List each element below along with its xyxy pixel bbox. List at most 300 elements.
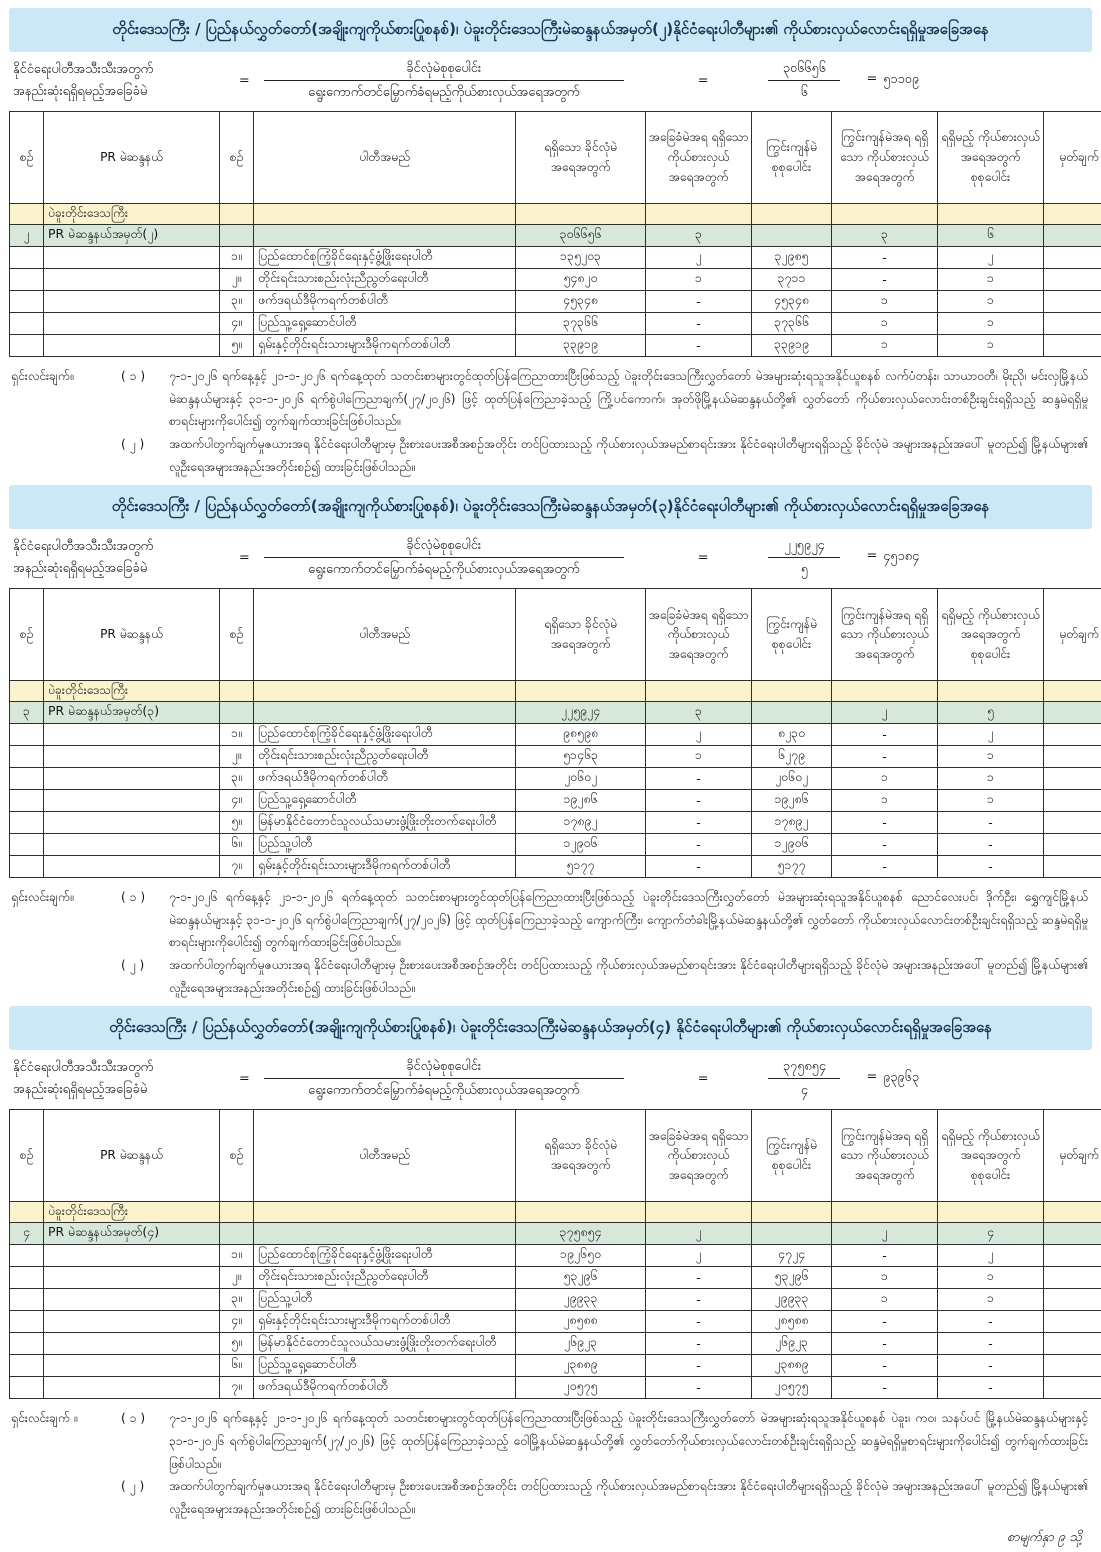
cell: ၃၇၃၆၆ [516,313,646,335]
column-header: PR မဲဆန္ဒနယ် [44,112,220,204]
cell [938,1202,1044,1223]
cell [10,1245,44,1267]
cell [10,1289,44,1311]
cell [832,681,938,702]
column-header: အခြေခံမဲအရ ရရှိသော ကိုယ်စားလှယ် အရေအတွက် [646,112,752,204]
party-row [10,768,1101,790]
explanatory-notes [11,886,1090,999]
report-section [9,8,1092,478]
cell: ၂၀၆၀၂ [516,768,646,790]
cell: ၅၃၂၉၆ [516,1267,646,1289]
column-header: ပါတီအမည် [254,112,516,204]
cell: - [938,834,1044,856]
cell [1044,724,1101,746]
cell: ၄၅၃၄၈ [752,291,832,313]
cell [44,724,220,746]
party-row [10,834,1101,856]
cell: ပြည်ထောင်စုကြံ့ခိုင်ရေးနှင့်ဖွံ့ဖြိုးရေးပါတီ [254,1245,516,1267]
party-rows [10,724,1101,878]
section-title: တိုင်းဒေသကြီး / ပြည်နယ်လွှတ်တော်(အချိုးကျကိုယ်စားပြုစနစ်)၊ ပဲခူးတိုင်းဒေသကြီးမဲဆန္ဒနယ်အမှတ်(၃)နိုင်ငံရေးပါတီများ၏ ကိုယ်စားလှယ်လောင်းရရှိမှုအခြေအနေ [9,485,1092,529]
formula-label-line2: အနည်းဆုံးရရှိရမည့်အခြေခံမဲ [13,1079,225,1101]
note-text: အထက်ပါတွက်ချက်မှုဇယားအရ နိုင်ငံရေးပါတီများမှ ဦးစားပေးအစီအစဉ်အတိုင်း တင်ပြထားသည့် ကိုယ်စားလှယ်အမည်စာရင်းအား နိုင်ငံရေးပါတီများရရှိသည့် ခိုင်လုံမဲ အများအနည်းအပေါ် မူတည်၍ မြို့နယ်များ၏ လူဦးရေအများအနည်းအတိုင်းစဉ်၍ ထားခြင်းဖြစ်ပါသည်။ [169,954,1090,999]
table-header-row [10,589,1101,681]
summary-valid-votes: ၃၇၅၈၅၄ [516,1223,646,1245]
cell [220,225,254,247]
note-item [121,1407,1090,1475]
cell: ၇။ [220,1377,254,1399]
cell [10,1355,44,1377]
party-row [10,1267,1101,1289]
party-rows [10,1245,1101,1399]
summary-no: ၄ [10,1223,44,1245]
pr-results-table [9,1109,1101,1399]
cell: ပြည်သူ့ရှေ့ဆောင်ပါတီ [254,1355,516,1377]
cell [254,1223,516,1245]
cell [220,1202,254,1223]
column-header: ရရှိမည့် ကိုယ်စားလှယ် အရေအတွက် စုစုပေါင်း [938,1110,1044,1202]
sections-container [9,8,1092,1520]
cell [44,335,220,357]
cell: - [646,335,752,357]
cell: တိုင်းရင်းသားစည်းလုံးညီညွတ်ရေးပါတီ [254,269,516,291]
cell: ၃၇၁၁ [752,269,832,291]
cell: ၃။ [220,768,254,790]
cell: ၄၅၃၄၈ [516,291,646,313]
cell [1044,247,1101,269]
cell [646,681,752,702]
cell [44,1355,220,1377]
column-header: ရရှိသော ခိုင်လုံမဲအရေအတွက် [516,112,646,204]
cell: - [646,768,752,790]
cell [752,1202,832,1223]
equals-sign: = [866,71,877,90]
formula-fraction [264,59,624,102]
report-section [9,485,1092,999]
cell: ၈၂၃၀ [752,724,832,746]
cell: ရှမ်းနှင့်တိုင်းရင်းသားများဒီမိုကရက်တစ်ပါတီ [254,1311,516,1333]
cell: - [832,269,938,291]
cell: ၃၇၃၆၆ [752,313,832,335]
formula-numerator-label: ခိုင်လုံမဲစုစုပေါင်း [264,1057,624,1078]
cell [1044,681,1101,702]
total-valid-votes: ၂၂၅၉၂၄ [768,536,840,557]
cell: - [646,856,752,878]
region-label: ပဲခူးတိုင်းဒေသကြီး [44,1202,220,1223]
cell [516,681,646,702]
cell: ၁ [832,313,938,335]
cell: ၁ [646,746,752,768]
cell: ၃၃၉၁၉ [752,335,832,357]
report-section [9,1006,1092,1520]
summary-valid-votes: ၃၀၆၆၅၆ [516,225,646,247]
cell [44,247,220,269]
page-footer: စာမျက်နှာ ၉ သို့ [9,1527,1092,1548]
cell [44,812,220,834]
summary-constituency: PR မဲဆန္ဒနယ်အမှတ်(၄) [44,1223,220,1245]
note-text: အထက်ပါတွက်ချက်မှုဇယားအရ နိုင်ငံရေးပါတီများမှ ဦးစားပေးအစီအစဉ်အတိုင်း တင်ပြထားသည့် ကိုယ်စားလှယ်အမည်စာရင်းအား နိုင်ငံရေးပါတီများရရှိသည့် ခိုင်လုံမဲ အများအနည်းအပေါ် မူတည်၍ မြို့နယ်များ၏ လူဦးရေအများအနည်းအတိုင်းစဉ်၍ ထားခြင်းဖြစ်ပါသည်။ [169,433,1090,478]
party-row [10,1289,1101,1311]
formula-label-line1: နိုင်ငံရေးပါတီအသီးသီးအတွက် [13,536,225,558]
quota-formula [11,536,1090,580]
cell: ပြည်သူ့ပါတီ [254,1289,516,1311]
note-text: ၇-၁-၂၀၂၆ ရက်နေ့နှင့် ၂၁-၁-၂၀၂၆ ရက်နေ့ထုတ် သတင်းစာများတွင်ထုတ်ပြန်ကြေညာထားပြီးဖြစ်သည့် ပဲခူးတိုင်းဒေသကြီးလွှတ်တော် မဲအများဆုံးရသူအနိုင်ယူစနစ် ပဲခူး၊ ကဝ၊ သနပ်ပင် မြို့နယ်မဲဆန္ဒနယ်များနှင့် ၃၁-၁-၂၀၂၆ ရက်စွဲပါကြေညာချက်(၂၇/၂၀၂၆) ဖြင့် ထုတ်ပြန်ကြေညာခဲ့သည့် ဝေါမြို့နယ်မဲဆန္ဒနယ်တို့၏ လွှတ်တော်ကိုယ်စားလှယ်လောင်းတစ်ဦးချင်းရရှိသည့် ဆန္ဒမဲရရှိမှုစာရင်းများကိုပေါင်း၍ တွက်ချက်ထားခြင်းဖြစ်ပါသည်။ [169,1407,1090,1475]
column-header: ရရှိမည့် ကိုယ်စားလှယ် အရေအတွက် စုစုပေါင်း [938,112,1044,204]
cell: ၅၄၈၂၀ [516,269,646,291]
cell: ၁၂၉၀၆ [752,834,832,856]
cell [1044,313,1101,335]
cell: ၁။ [220,247,254,269]
summary-remaining-reps: ၃ [832,225,938,247]
cell: ၅။ [220,812,254,834]
summary-remaining-reps: ၂ [832,1223,938,1245]
cell: ၃။ [220,1289,254,1311]
cell: ဖက်ဒရယ်ဒီမိုကရက်တစ်ပါတီ [254,291,516,313]
cell: ၂၀၅၇၅ [752,1377,832,1399]
column-header: ပါတီအမည် [254,1110,516,1202]
cell: ၁ [938,1289,1044,1311]
cell [1044,812,1101,834]
cell: ၂။ [220,269,254,291]
formula-fraction [264,1057,624,1100]
note-number: ( ၁ ) [121,886,169,954]
party-row [10,313,1101,335]
cell: ၁၉၂၈၆ [516,790,646,812]
cell [10,746,44,768]
party-row [10,1377,1101,1399]
summary-remaining-reps: ၂ [832,702,938,724]
note-text: ၇-၁-၂၀၂၆ ရက်နေ့နှင့် ၂၁-၁-၂၀၂၆ ရက်နေ့ထုတ် သတင်းစာများတွင်ထုတ်ပြန်ကြေညာထားပြီးဖြစ်သည့် ပဲခူးတိုင်းဒေသကြီးလွှတ်တော် မဲအများဆုံးရသူအနိုင်ယူစနစ် ညောင်လေးပင်၊ ဒိုက်ဦး၊ ရွှေကျင်မြို့နယ်မဲဆန္ဒနယ်များနှင့် ၃၁-၁-၂၀၂၆ ရက်စွဲပါကြေညာချက်(၂၇/၂၀၂၆) ဖြင့် ထုတ်ပြန်ကြေညာခဲ့သည့် ကျောက်ကြီး၊ ကျောက်တံခါးမြို့နယ်မဲဆန္ဒနယ်တို့၏ လွှတ်တော် ကိုယ်စားလှယ်လောင်းတစ်ဦးချင်းရရှိသည့် ဆန္ဒမဲရရှိမှုစာရင်းများကိုပေါင်း၍ တွက်ချက်ထားခြင်းဖြစ်ပါသည်။ [169,886,1090,954]
cell: ၄။ [220,790,254,812]
cell [44,1245,220,1267]
cell: - [646,1267,752,1289]
cell [10,812,44,834]
cell [44,1267,220,1289]
note-item [121,433,1090,478]
cell: - [938,1333,1044,1355]
equals-sign: = [225,550,264,565]
cell [1044,291,1101,313]
party-row [10,856,1101,878]
cell: - [646,1289,752,1311]
cell [1044,1355,1101,1377]
cell: ၂။ [220,1267,254,1289]
equals-sign: = [225,1071,264,1086]
cell: ရှမ်းနှင့်တိုင်းရင်းသားများဒီမိုကရက်တစ်ပါတီ [254,856,516,878]
cell: - [832,834,938,856]
cell: - [646,1311,752,1333]
cell [44,1333,220,1355]
party-row [10,1355,1101,1377]
column-header: ကြွင်းကျန်မဲအရ ရရှိသော ကိုယ်စားလှယ် အရေအတွက် [832,112,938,204]
cell: - [832,247,938,269]
cell: ၁ [938,269,1044,291]
cell: ၁၇၈၉၂ [516,812,646,834]
cell: ၂ [646,1245,752,1267]
cell: - [832,1245,938,1267]
note-number: ( ၂ ) [121,954,169,999]
cell: ၁ [832,790,938,812]
cell: တိုင်းရင်းသားစည်းလုံးညီညွတ်ရေးပါတီ [254,1267,516,1289]
equals-sign: = [684,73,723,88]
summary-remark [1044,1223,1101,1245]
cell [516,204,646,225]
cell: - [832,746,938,768]
column-header: ရရှိသော ခိုင်လုံမဲအရေအတွက် [516,1110,646,1202]
cell: ၁ [832,1289,938,1311]
pr-results-table [9,111,1101,357]
cell: - [938,1355,1044,1377]
cell: ၁ [832,1267,938,1289]
cell: ၅။ [220,1333,254,1355]
cell [1044,204,1101,225]
column-header: စဉ် [10,112,44,204]
formula-denominator-label: ရွေးကောက်တင်မြှောက်ခံရမည့်ကိုယ်စားလှယ်အရေအတွက် [264,1078,624,1100]
cell: ပြည်သူ့ပါတီ [254,834,516,856]
quota-value: ၉၃၉၆၃ [883,1069,919,1088]
notes-label: ရှင်းလင်းချက် ။ [11,1407,121,1520]
cell: ၁ [938,313,1044,335]
quota-result [866,548,919,567]
cell: ၃၂၉၈၅ [752,247,832,269]
column-header: PR မဲဆန္ဒနယ် [44,1110,220,1202]
cell: - [646,790,752,812]
total-valid-votes: ၃၇၅၈၅၄ [768,1057,840,1078]
summary-no: ၂ [10,225,44,247]
cell: ၁ [832,291,938,313]
cell [220,204,254,225]
cell: - [646,834,752,856]
cell [1044,1245,1101,1267]
cell [10,856,44,878]
section-title: တိုင်းဒေသကြီး / ပြည်နယ်လွှတ်တော်(အချိုးကျကိုယ်စားပြုစနစ်)၊ ပဲခူးတိုင်းဒေသကြီးမဲဆန္ဒနယ်အမှတ်(၄) နိုင်ငံရေးပါတီများ၏ ကိုယ်စားလှယ်လောင်းရရှိမှုအခြေအနေ [9,1006,1092,1050]
party-row [10,1245,1101,1267]
cell: ၂၃၈၈၉ [752,1355,832,1377]
formula-label-line1: နိုင်ငံရေးပါတီအသီးသီးအတွက် [13,1057,225,1079]
region-row [10,681,1101,702]
formula-fraction [264,536,624,579]
cell: ပြည်သူ့ရှေ့ဆောင်ပါတီ [254,313,516,335]
note-number: ( ၁ ) [121,1407,169,1475]
quota-result [866,71,919,90]
cell [10,1377,44,1399]
cell: - [646,313,752,335]
party-rows [10,247,1101,357]
column-header: ကြွင်းကျန်မဲ စုစုပေါင်း [752,1110,832,1202]
cell [10,313,44,335]
cell: ပြည်သူ့ရှေ့ဆောင်ပါတီ [254,790,516,812]
cell: ၆၂၇၉ [752,746,832,768]
cell [1044,1202,1101,1223]
cell: ၃၃၉၁၉ [516,335,646,357]
quota-value: ၄၅၁၈၄ [883,548,919,567]
cell [220,681,254,702]
cell [254,702,516,724]
cell: ၁ [938,746,1044,768]
summary-constituency: PR မဲဆန္ဒနယ်အမှတ်(၃) [44,702,220,724]
cell [1044,1311,1101,1333]
cell: ၄။ [220,313,254,335]
column-header: မှတ်ချက် [1044,589,1101,681]
cell: ၂ [938,1245,1044,1267]
cell [832,1202,938,1223]
cell: ၅၁၇၇ [752,856,832,878]
quota-formula [11,59,1090,103]
note-text: အထက်ပါတွက်ချက်မှုဇယားအရ နိုင်ငံရေးပါတီများမှ ဦးစားပေးအစီအစဉ်အတိုင်း တင်ပြထားသည့် ကိုယ်စားလှယ်အမည်စာရင်းအား နိုင်ငံရေးပါတီများရရှိသည့် ခိုင်လုံမဲ အများအနည်းအပေါ် မူတည်၍ မြို့နယ်များ၏ လူဦးရေအများအနည်းအတိုင်းစဉ်၍ ထားခြင်းဖြစ်ပါသည်။ [169,1475,1090,1520]
cell [44,790,220,812]
cell [1044,269,1101,291]
formula-values-fraction [768,59,840,102]
column-header: ရရှိသော ခိုင်လုံမဲအရေအတွက် [516,589,646,681]
notes-label: ရှင်းလင်းချက်။ [11,365,121,478]
region-row [10,204,1101,225]
cell: ၅။ [220,335,254,357]
cell [1044,1377,1101,1399]
notes-label: ရှင်းလင်းချက်။ [11,886,121,999]
column-header: ကြွင်းကျန်မဲအရ ရရှိသော ကိုယ်စားလှယ် အရေအတွက် [832,589,938,681]
cell [10,291,44,313]
cell [938,681,1044,702]
cell: - [832,1311,938,1333]
cell: - [646,1355,752,1377]
cell: ဖက်ဒရယ်ဒီမိုကရက်တစ်ပါတီ [254,768,516,790]
cell: ၂၈၅၈၈ [516,1311,646,1333]
cell [1044,746,1101,768]
column-header: မှတ်ချက် [1044,1110,1101,1202]
seat-count: ၅ [768,557,840,579]
cell: - [938,812,1044,834]
party-row [10,291,1101,313]
summary-total-reps: ၄ [938,1223,1044,1245]
cell: ၅၃၂၉၆ [752,1267,832,1289]
party-row [10,790,1101,812]
formula-label [11,59,225,103]
cell [44,313,220,335]
constituency-summary-row [10,1223,1101,1245]
cell: ၅၁၄၆၃ [516,746,646,768]
region-label: ပဲခူးတိုင်းဒေသကြီး [44,681,220,702]
cell: ၄။ [220,1311,254,1333]
cell [646,204,752,225]
cell [10,724,44,746]
seat-count: ၄ [768,1078,840,1100]
total-valid-votes: ၃၀၆၆၅၆ [768,59,840,80]
summary-base-reps: ၃ [646,225,752,247]
cell [1044,1289,1101,1311]
summary-constituency: PR မဲဆန္ဒနယ်အမှတ်(၂) [44,225,220,247]
column-header: ကြွင်းကျန်မဲအရ ရရှိသော ကိုယ်စားလှယ် အရေအတွက် [832,1110,938,1202]
summary-total-reps: ၅ [938,702,1044,724]
cell: တိုင်းရင်းသားစည်းလုံးညီညွတ်ရေးပါတီ [254,746,516,768]
summary-no: ၃ [10,702,44,724]
summary-total-reps: ၆ [938,225,1044,247]
cell [1044,335,1101,357]
formula-values-fraction [768,536,840,579]
seat-count: ၆ [768,80,840,102]
note-item [121,954,1090,999]
cell: ၆။ [220,1355,254,1377]
cell [254,1202,516,1223]
table-header-row [10,112,1101,204]
cell: ၂၉၉၃၃ [752,1289,832,1311]
party-row [10,812,1101,834]
cell: - [938,856,1044,878]
party-row [10,1311,1101,1333]
cell: ဖက်ဒရယ်ဒီမိုကရက်တစ်ပါတီ [254,1377,516,1399]
cell: ၉၈၅၉၈ [516,724,646,746]
note-item [121,1475,1090,1520]
cell [44,768,220,790]
column-header: အခြေခံမဲအရ ရရှိသော ကိုယ်စားလှယ် အရေအတွက် [646,589,752,681]
column-header: စဉ် [10,589,44,681]
cell: - [832,724,938,746]
party-row [10,247,1101,269]
cell [10,768,44,790]
cell: မြန်မာနိုင်ငံတောင်သူလယ်သမားဖွံ့ဖြိုးတိုးတက်ရေးပါတီ [254,812,516,834]
cell: ၂။ [220,746,254,768]
note-number: ( ၁ ) [121,365,169,433]
summary-remaining-votes [752,702,832,724]
cell [44,269,220,291]
cell: ၁ [832,768,938,790]
cell: - [646,1377,752,1399]
cell: ၁၉၂၈၆ [752,790,832,812]
region-row [10,1202,1101,1223]
cell: ၁၃၅၂၀၃ [516,247,646,269]
formula-label-line2: အနည်းဆုံးရရှိရမည့်အခြေခံမဲ [13,558,225,580]
quota-value: ၅၁၁၀၉ [883,71,919,90]
cell [10,790,44,812]
explanatory-notes [11,1407,1090,1520]
quota-result [866,1069,919,1088]
equals-sign: = [866,1069,877,1088]
column-header: PR မဲဆန္ဒနယ် [44,589,220,681]
party-row [10,724,1101,746]
equals-sign: = [866,548,877,567]
cell [254,204,516,225]
cell: - [832,1377,938,1399]
cell [938,204,1044,225]
cell [44,291,220,313]
summary-remaining-votes [752,1223,832,1245]
cell: - [832,1333,938,1355]
cell [10,335,44,357]
cell: ၁ [938,1267,1044,1289]
formula-numerator-label: ခိုင်လုံမဲစုစုပေါင်း [264,59,624,80]
cell [44,1311,220,1333]
cell: ပြည်ထောင်စုကြံ့ခိုင်ရေးနှင့်ဖွံ့ဖြိုးရေးပါတီ [254,724,516,746]
cell: ၁ [938,335,1044,357]
cell [10,681,44,702]
party-row [10,335,1101,357]
cell: ၇။ [220,856,254,878]
cell: မြန်မာနိုင်ငံတောင်သူလယ်သမားဖွံ့ဖြိုးတိုးတက်ရေးပါတီ [254,1333,516,1355]
summary-remaining-votes [752,225,832,247]
note-item [121,886,1090,954]
cell: - [938,1377,1044,1399]
summary-remark [1044,225,1101,247]
formula-label [11,1057,225,1101]
table-header-row [10,1110,1101,1202]
cell: ၁ [938,291,1044,313]
note-number: ( ၂ ) [121,1475,169,1520]
summary-base-reps: ၂ [646,1223,752,1245]
cell: ၁။ [220,1245,254,1267]
column-header: အခြေခံမဲအရ ရရှိသော ကိုယ်စားလှယ် အရေအတွက် [646,1110,752,1202]
constituency-summary-row [10,225,1101,247]
cell: ပြည်ထောင်စုကြံ့ခိုင်ရေးနှင့်ဖွံ့ဖြိုးရေးပါတီ [254,247,516,269]
summary-remark [1044,702,1101,724]
column-header: စဉ် [220,1110,254,1202]
